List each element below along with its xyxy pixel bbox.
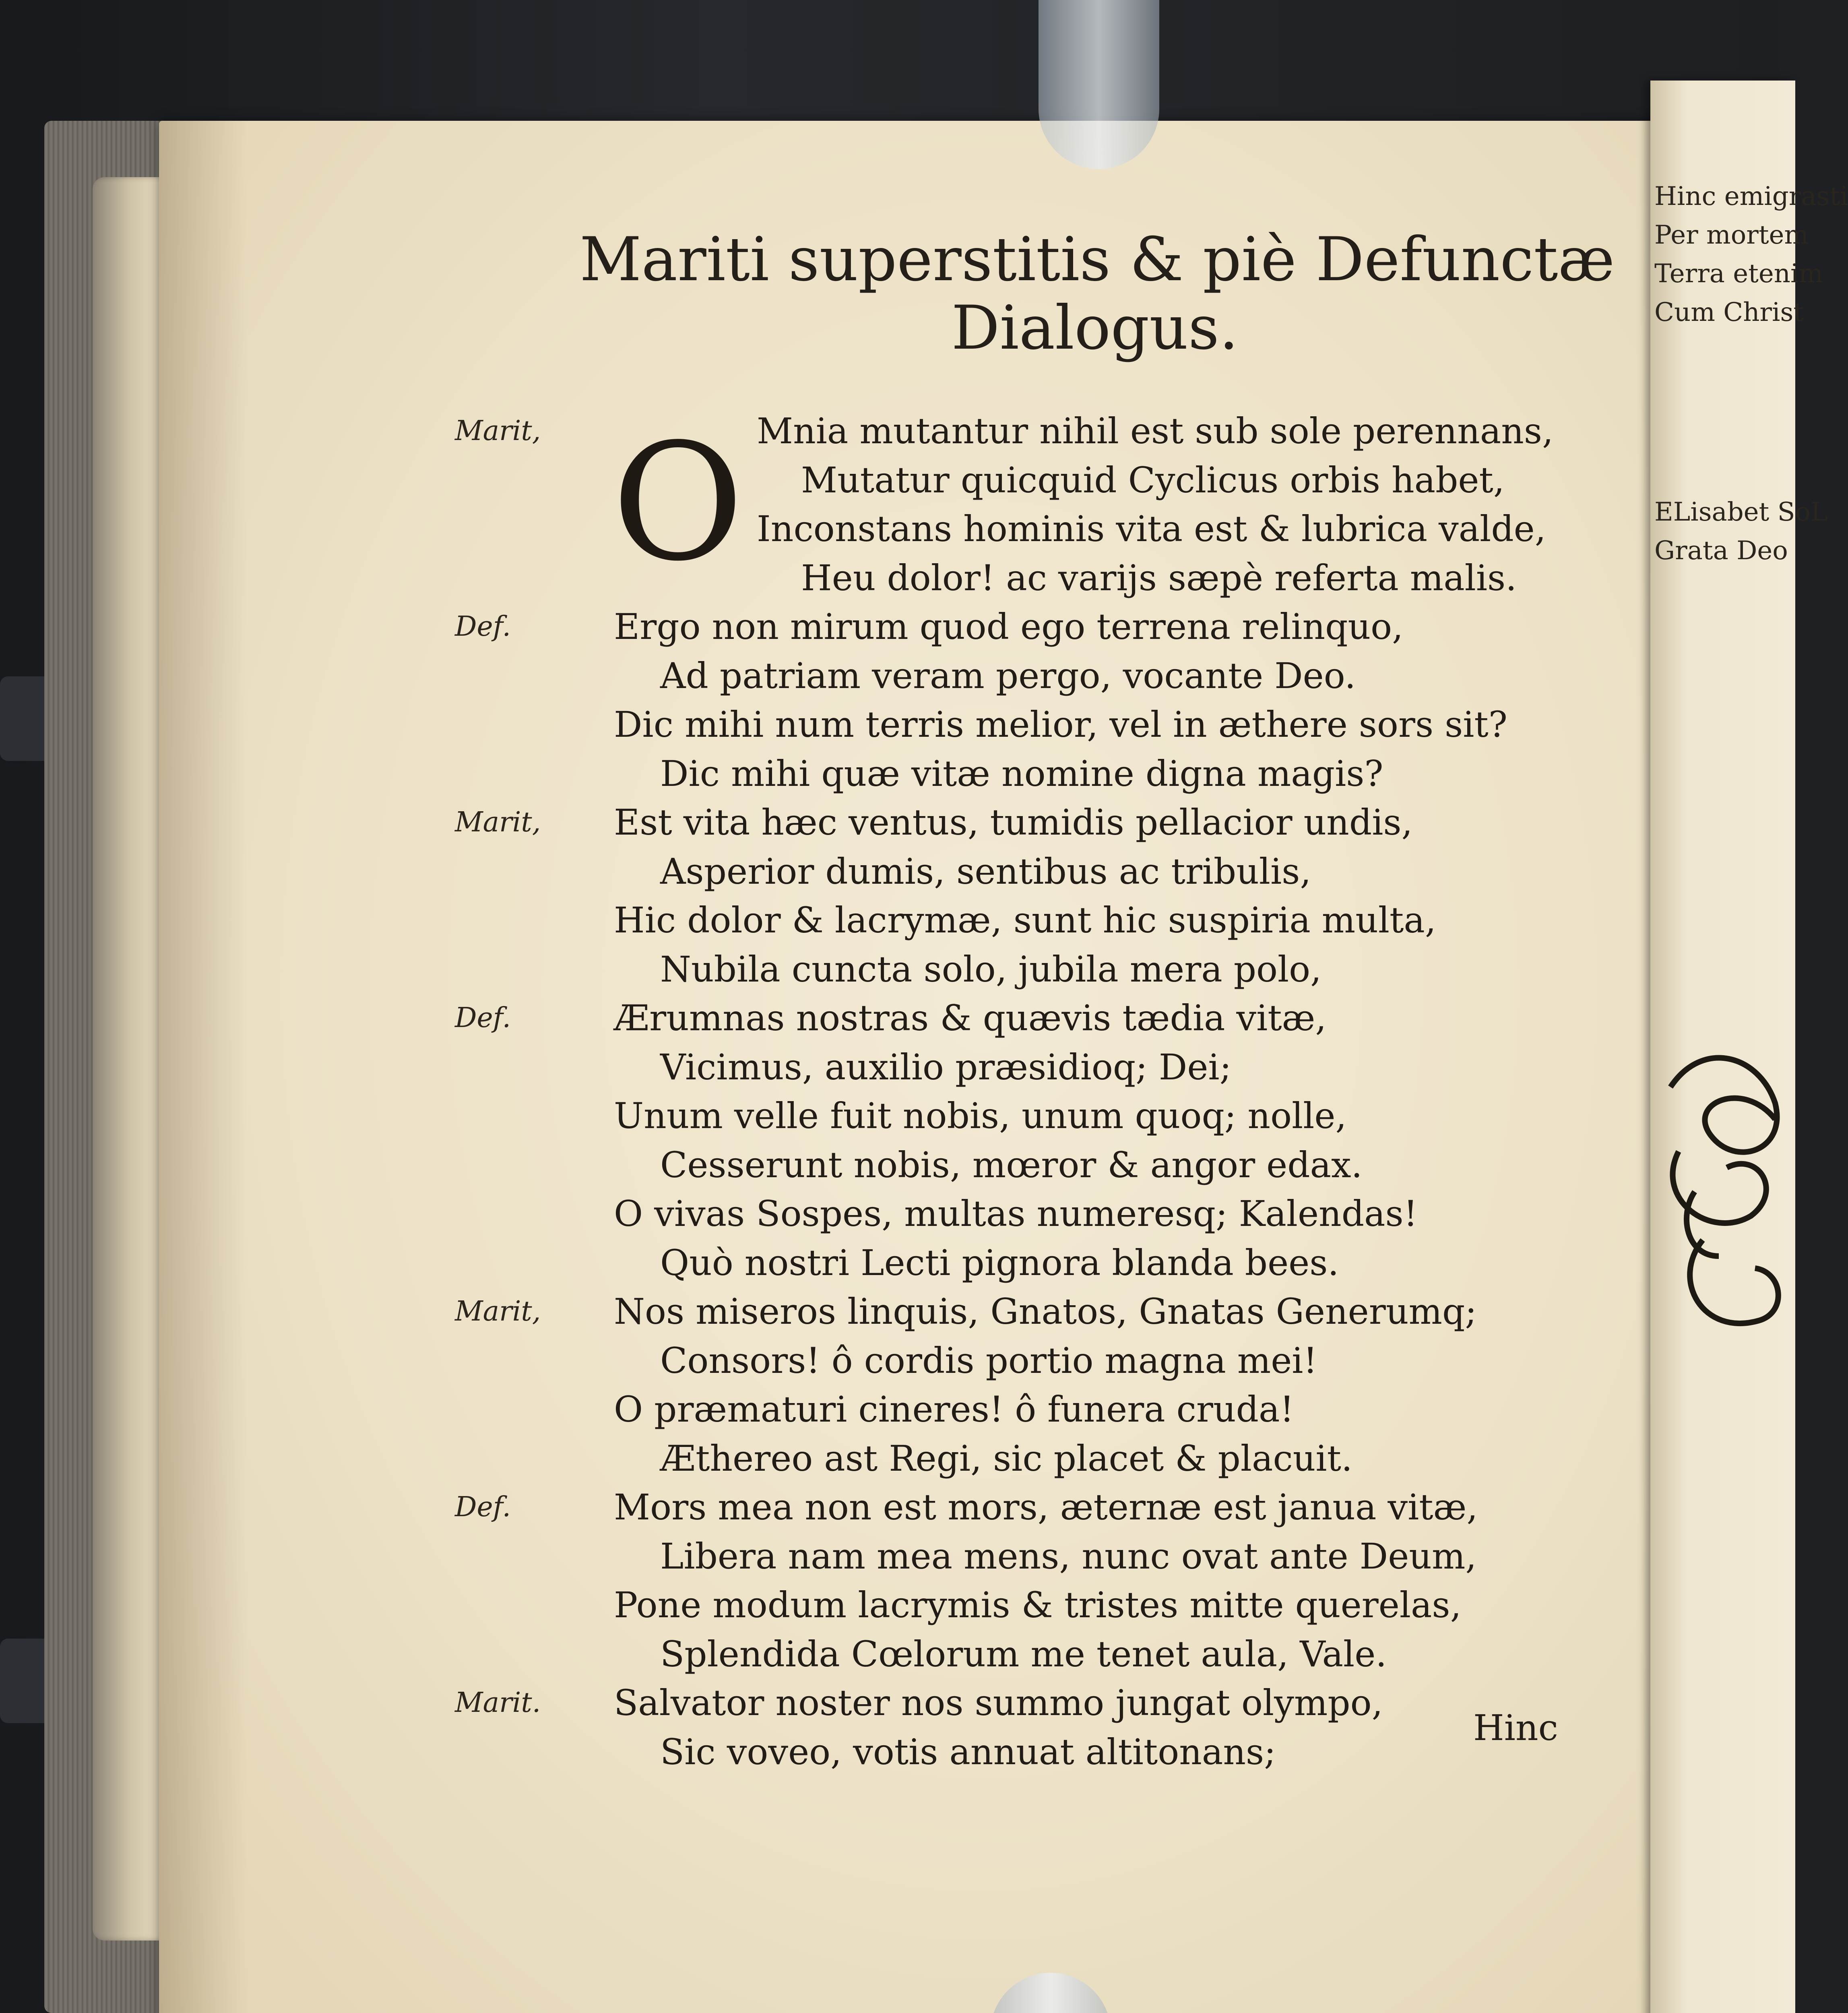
verse-line	[403, 1532, 1606, 1581]
verse-text: Vicimus, auxilio præsidioq; Dei;	[660, 1046, 1232, 1088]
verse-line	[403, 994, 1606, 1043]
verse-text: Ergo non mirum quod ego terrena relinquo,	[614, 606, 1404, 647]
verse-text: Dic mihi num terris melior, vel in æthere sors sit?	[614, 704, 1507, 745]
verse-line	[403, 1728, 1606, 1777]
verse-text: Libera nam mea mens, nunc ovat ante Deum,	[660, 1535, 1477, 1577]
facing-line: Hinc emigrasti	[1654, 182, 1848, 211]
speaker-label: Marit,	[455, 415, 541, 447]
verse-text: Unum velle fuit nobis, unum quoq; nolle,	[614, 1095, 1347, 1137]
verse-text: Hic dolor & lacrymæ, sunt hic suspiria multa,	[614, 899, 1436, 941]
verse-line	[403, 896, 1606, 945]
verse-line	[403, 1434, 1606, 1483]
verse-text: O præmaturi cineres! ô funera cruda!	[614, 1389, 1294, 1430]
title-line-1: Mariti superstitis & piè Defunctæ	[580, 225, 1615, 295]
verse-line	[403, 700, 1606, 749]
title-line-2: Dialogus.	[951, 293, 1239, 363]
verse-line	[403, 1678, 1606, 1728]
verse-text: Ærumnas nostras & quævis tædia vitæ,	[614, 997, 1327, 1039]
verse-text: Salvator noster nos summo jungat olympo,	[614, 1682, 1383, 1724]
verse-line	[403, 456, 1606, 505]
verse-text: Asperior dumis, sentibus ac tribulis,	[660, 850, 1311, 892]
drop-cap: O	[612, 409, 744, 597]
verse-line	[403, 602, 1606, 651]
verse-text: Cesserunt nobis, mœror & angor edax.	[660, 1144, 1363, 1186]
dialogue-verse	[403, 407, 1606, 1776]
verse-line	[403, 847, 1606, 896]
verse-text: Inconstans hominis vita est & lubrica valde,	[757, 508, 1546, 550]
verse-text: Splendida Cœlorum me tenet aula, Vale.	[660, 1633, 1387, 1675]
ornament-flourish	[1654, 1031, 1783, 1385]
verse-text: Heu dolor! ac varijs sæpè referta malis.	[801, 557, 1517, 599]
verse-line	[403, 554, 1606, 603]
verse-text: Dic mihi quæ vitæ nomine digna magis?	[660, 752, 1383, 794]
verse-line	[403, 1141, 1606, 1190]
verse-line	[403, 749, 1606, 798]
verse-text: Mnia mutantur nihil est sub sole perennans,	[757, 410, 1554, 452]
speaker-label: Marit,	[455, 1296, 541, 1327]
page-title	[580, 225, 1615, 363]
verse-line	[403, 1238, 1606, 1288]
verse-line	[403, 1189, 1606, 1238]
verse-line	[403, 504, 1606, 554]
page-clip-top	[1039, 0, 1159, 169]
verse-text: Mutatur quicquid Cyclicus orbis habet,	[801, 459, 1505, 501]
verse-text: Ad patriam veram pergo, vocante Deo.	[660, 655, 1356, 696]
verse-line	[403, 1287, 1606, 1336]
verse-text: Consors! ô cordis portio magna mei!	[660, 1339, 1317, 1381]
verse-line	[403, 407, 1606, 456]
catchword: Hinc	[1473, 1707, 1558, 1748]
speaker-label: Def.	[455, 1002, 511, 1034]
verse-text: Sic voveo, votis annuat altitonans;	[660, 1731, 1276, 1773]
facing-line: Grata Deo	[1654, 536, 1788, 566]
verse-line	[403, 1630, 1606, 1679]
speaker-label: Def.	[455, 611, 511, 643]
speaker-label: Def.	[455, 1491, 511, 1523]
facing-line: Cum Christ	[1654, 298, 1804, 327]
speaker-label: Marit.	[455, 1687, 541, 1719]
facing-line: Per mortem	[1654, 220, 1809, 250]
verse-line	[403, 651, 1606, 701]
verse-text: Æthereo ast Regi, sic placet & placuit.	[660, 1437, 1352, 1479]
verse-text: Est vita hæc ventus, tumidis pellacior undis,	[614, 802, 1413, 843]
facing-line: Terra etenim	[1654, 259, 1823, 289]
verse-line	[403, 798, 1606, 847]
verse-line	[403, 1385, 1606, 1434]
verse-text: O vivas Sospes, multas numeresq; Kalendas!	[614, 1193, 1418, 1234]
verse-line	[403, 1091, 1606, 1141]
verse-line	[403, 945, 1606, 994]
verse-text: Pone modum lacrymis & tristes mitte querelas,	[614, 1584, 1462, 1626]
facing-page-text	[1654, 177, 1848, 570]
verse-text: Nos miseros linquis, Gnatos, Gnatas Generumq;	[614, 1291, 1477, 1332]
facing-line: ELisabet SoL	[1654, 497, 1828, 527]
verse-line	[403, 1483, 1606, 1532]
verse-text: Mors mea non est mors, æternæ est janua vitæ,	[614, 1486, 1478, 1528]
verse-line	[403, 1336, 1606, 1385]
verse-text: Quò nostri Lecti pignora blanda bees.	[660, 1242, 1339, 1283]
verse-line	[403, 1043, 1606, 1092]
verse-text: Nubila cuncta solo, jubila mera polo,	[660, 948, 1322, 990]
speaker-label: Marit,	[455, 806, 541, 838]
verse-line	[403, 1581, 1606, 1630]
